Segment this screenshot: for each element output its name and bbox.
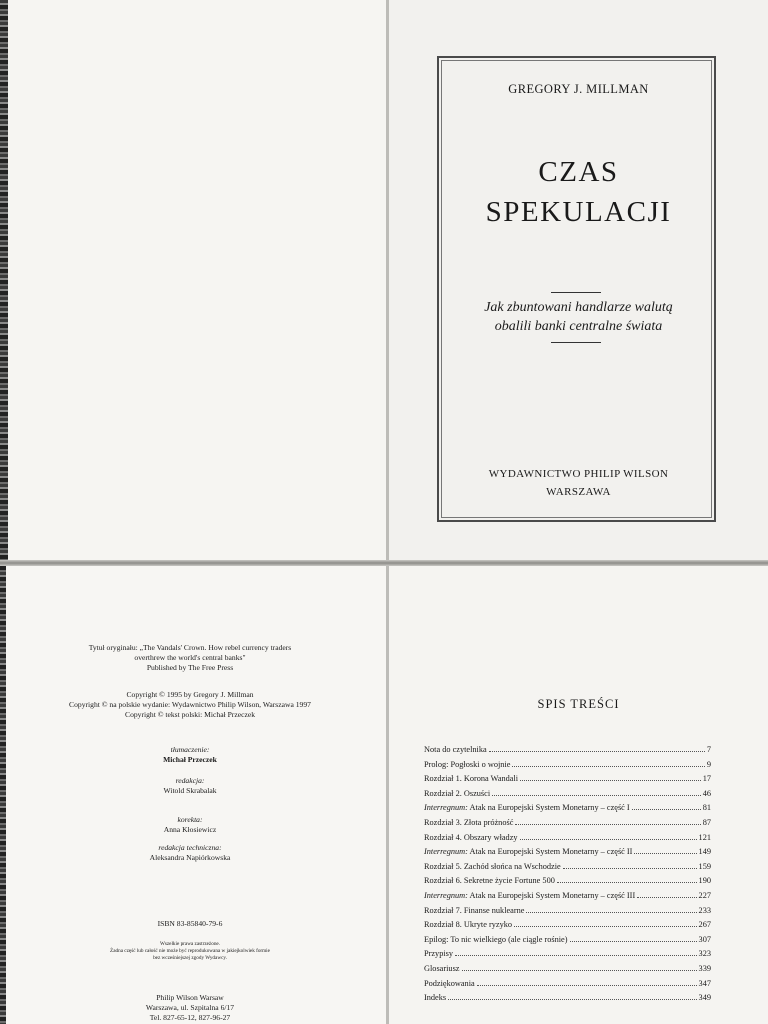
toc-entry-label: Rozdział 4. Obszary władzy bbox=[424, 832, 518, 842]
toc-entry-label: Rozdział 3. Złota próżność bbox=[424, 817, 514, 827]
toc-leader bbox=[520, 839, 697, 840]
toc-entry-page: 339 bbox=[698, 963, 711, 973]
toc-entry-page: 81 bbox=[702, 803, 711, 813]
toc-leader bbox=[515, 824, 700, 825]
toc-entry-label: Atak na Europejski System Monetarny – część II bbox=[467, 847, 633, 857]
toc-entry bbox=[424, 760, 711, 775]
toc-entry-prefix: Interregnum: bbox=[424, 803, 468, 813]
toc-entry bbox=[424, 979, 711, 994]
book-subtitle bbox=[389, 298, 768, 336]
toc-leader bbox=[489, 751, 705, 752]
original-publisher: Published by The Free Press bbox=[146, 663, 234, 672]
original-title-block bbox=[30, 643, 350, 673]
toc-leader bbox=[520, 780, 701, 781]
toc-entry-page: 87 bbox=[702, 817, 711, 827]
toc-entry bbox=[424, 833, 711, 848]
rights-line-2: Żadna część lub całość nie może być reprodukowana w jakiejkolwiek formie bbox=[110, 948, 270, 954]
rights-line-1: Wszelkie prawa zastrzeżone. bbox=[159, 941, 221, 947]
title-frame bbox=[437, 56, 716, 522]
isbn: ISBN 83-85840-79-6 bbox=[157, 919, 223, 928]
address-line-2: Warszawa, ul. Szpitalna 6/17 bbox=[145, 1003, 235, 1012]
toc-entry-page: 9 bbox=[706, 759, 711, 769]
toc-heading: SPIS TREŚCI bbox=[537, 697, 620, 711]
publisher-address bbox=[30, 993, 350, 1023]
blank-left-page bbox=[8, 0, 386, 565]
title-rule-top bbox=[551, 292, 601, 293]
address-line-3: Tel. 827-65-12, 827-96-27 bbox=[149, 1013, 231, 1022]
toc-entry-prefix: Interregnum: bbox=[424, 847, 468, 857]
toc-leader bbox=[512, 766, 704, 767]
technical-label: redakcja techniczna: bbox=[158, 843, 222, 852]
toc-entry-page: 233 bbox=[698, 905, 711, 915]
toc-entry-label: Rozdział 8. Ukryte ryzyko bbox=[424, 920, 513, 930]
credits-technical bbox=[30, 843, 350, 863]
toc-entry-page: 323 bbox=[698, 949, 711, 959]
scan-split bbox=[0, 560, 768, 566]
address-line-1: Philip Wilson Warsaw bbox=[156, 993, 224, 1002]
toc-entry-label: Indeks bbox=[424, 993, 447, 1003]
toc-leader bbox=[634, 853, 696, 854]
toc-entry bbox=[424, 862, 711, 877]
toc-entry bbox=[424, 876, 711, 891]
toc-entry bbox=[424, 906, 711, 921]
technical-name: Aleksandra Napiórkowska bbox=[149, 853, 231, 862]
toc-entry-label: Rozdział 6. Sekretne życie Fortune 500 bbox=[424, 876, 555, 886]
toc-entry bbox=[424, 818, 711, 833]
toc-leader bbox=[448, 999, 696, 1000]
toc-entry-page: 159 bbox=[698, 861, 711, 871]
toc-entry bbox=[424, 745, 711, 760]
proofreading-label: korekta: bbox=[177, 815, 203, 824]
copyright-block bbox=[30, 690, 350, 720]
author-name: GREGORY J. MILLMAN bbox=[508, 82, 649, 96]
toc-entry-label: Rozdział 2. Oszuści bbox=[424, 788, 491, 798]
book-title bbox=[389, 152, 768, 232]
toc-entry-page: 17 bbox=[702, 774, 711, 784]
toc-list bbox=[424, 745, 711, 1008]
toc-leader bbox=[462, 970, 697, 971]
toc-entry-label: Rozdział 5. Zachód słońca na Wschodzie bbox=[424, 861, 561, 871]
toc-leader bbox=[492, 795, 701, 796]
credits-translation bbox=[30, 745, 350, 765]
copyright-line-2: Copyright © na polskie wydanie: Wydawnictwo Philip Wilson, Warszawa 1997 bbox=[69, 700, 311, 709]
toc-entry bbox=[424, 920, 711, 935]
toc-leader bbox=[455, 955, 697, 956]
editing-label: redakcja: bbox=[175, 776, 205, 785]
toc-entry-page: 190 bbox=[698, 876, 711, 886]
toc-leader bbox=[526, 912, 696, 913]
toc-entry-page: 307 bbox=[698, 934, 711, 944]
toc-entry bbox=[424, 789, 711, 804]
toc-entry-label: Rozdział 7. Finanse nuklearne bbox=[424, 905, 525, 915]
toc-entry-page: 267 bbox=[698, 920, 711, 930]
toc-leader bbox=[632, 809, 701, 810]
toc-entry bbox=[424, 993, 711, 1008]
toc-leader bbox=[514, 926, 697, 927]
toc-entry-label: Epilog: To nic wielkiego (ale ciągle rośnie) bbox=[424, 934, 568, 944]
book-title-line-2: SPEKULACJI bbox=[485, 196, 672, 228]
toc-entry-label: Atak na Europejski System Monetarny – część I bbox=[467, 803, 630, 813]
toc-entry-label: Podziękowania bbox=[424, 978, 475, 988]
toc-leader bbox=[563, 868, 697, 869]
toc-entry-page: 46 bbox=[702, 788, 711, 798]
title-rule-bottom bbox=[551, 342, 601, 343]
rights-notice bbox=[30, 941, 350, 962]
subtitle-line-1: Jak zbuntowani handlarze walutą bbox=[484, 300, 673, 315]
toc-entry-page: 121 bbox=[698, 832, 711, 842]
toc-entry bbox=[424, 774, 711, 789]
toc-leader bbox=[570, 941, 697, 942]
toc-entry-page: 227 bbox=[698, 890, 711, 900]
rights-line-3: bez wcześniejszej zgody Wydawcy. bbox=[153, 955, 227, 961]
credits-proofreading bbox=[30, 815, 350, 835]
toc-entry-label: Prolog: Pogłoski o wojnie bbox=[424, 759, 511, 769]
toc-entry-page: 347 bbox=[698, 978, 711, 988]
copyright-line-3: Copyright © tekst polski: Michał Przeczek bbox=[125, 710, 255, 719]
subtitle-line-2: obalili banki centralne świata bbox=[494, 319, 663, 334]
toc-entry-page: 7 bbox=[706, 745, 711, 754]
toc-entry bbox=[424, 935, 711, 950]
toc-entry-label: Glosariusz bbox=[424, 963, 460, 973]
toc-entry-prefix: Interregnum: bbox=[424, 890, 468, 900]
original-title-line-2: overthrew the world's central banks" bbox=[134, 653, 246, 662]
toc-entry bbox=[424, 949, 711, 964]
toc-entry-label: Nota do czytelnika bbox=[424, 745, 487, 754]
translation-name: Michał Przeczek bbox=[163, 755, 217, 764]
toc-leader bbox=[477, 985, 697, 986]
publisher-block bbox=[389, 465, 768, 501]
translation-label: tłumaczenie: bbox=[170, 745, 210, 754]
toc-entry-page: 349 bbox=[698, 993, 711, 1003]
copyright-line-1: Copyright © 1995 by Gregory J. Millman bbox=[126, 690, 254, 699]
book-title-line-1: CZAS bbox=[538, 156, 619, 188]
publisher-name: WYDAWNICTWO PHILIP WILSON bbox=[488, 468, 669, 480]
book-spine bbox=[386, 0, 389, 1024]
editing-name: Witold Skrabalak bbox=[163, 786, 217, 795]
toc-entry-label: Rozdział 1. Korona Wandali bbox=[424, 774, 519, 784]
toc-entry bbox=[424, 847, 711, 862]
toc-entry-label: Atak na Europejski System Monetarny – część III bbox=[467, 890, 636, 900]
toc-leader bbox=[637, 897, 696, 898]
publisher-city: WARSZAWA bbox=[546, 486, 611, 498]
toc-entry bbox=[424, 803, 711, 818]
toc-entry bbox=[424, 964, 711, 979]
toc-entry-label: Przypisy bbox=[424, 949, 454, 959]
credits-editing bbox=[30, 776, 350, 796]
toc-entry-page: 149 bbox=[698, 847, 711, 857]
toc-entry bbox=[424, 891, 711, 906]
proofreading-name: Anna Kłosiewicz bbox=[163, 825, 217, 834]
original-title-line-1: Tytuł oryginału: „The Vandals' Crown. How rebel currency traders bbox=[88, 643, 292, 652]
toc-leader bbox=[557, 882, 697, 883]
